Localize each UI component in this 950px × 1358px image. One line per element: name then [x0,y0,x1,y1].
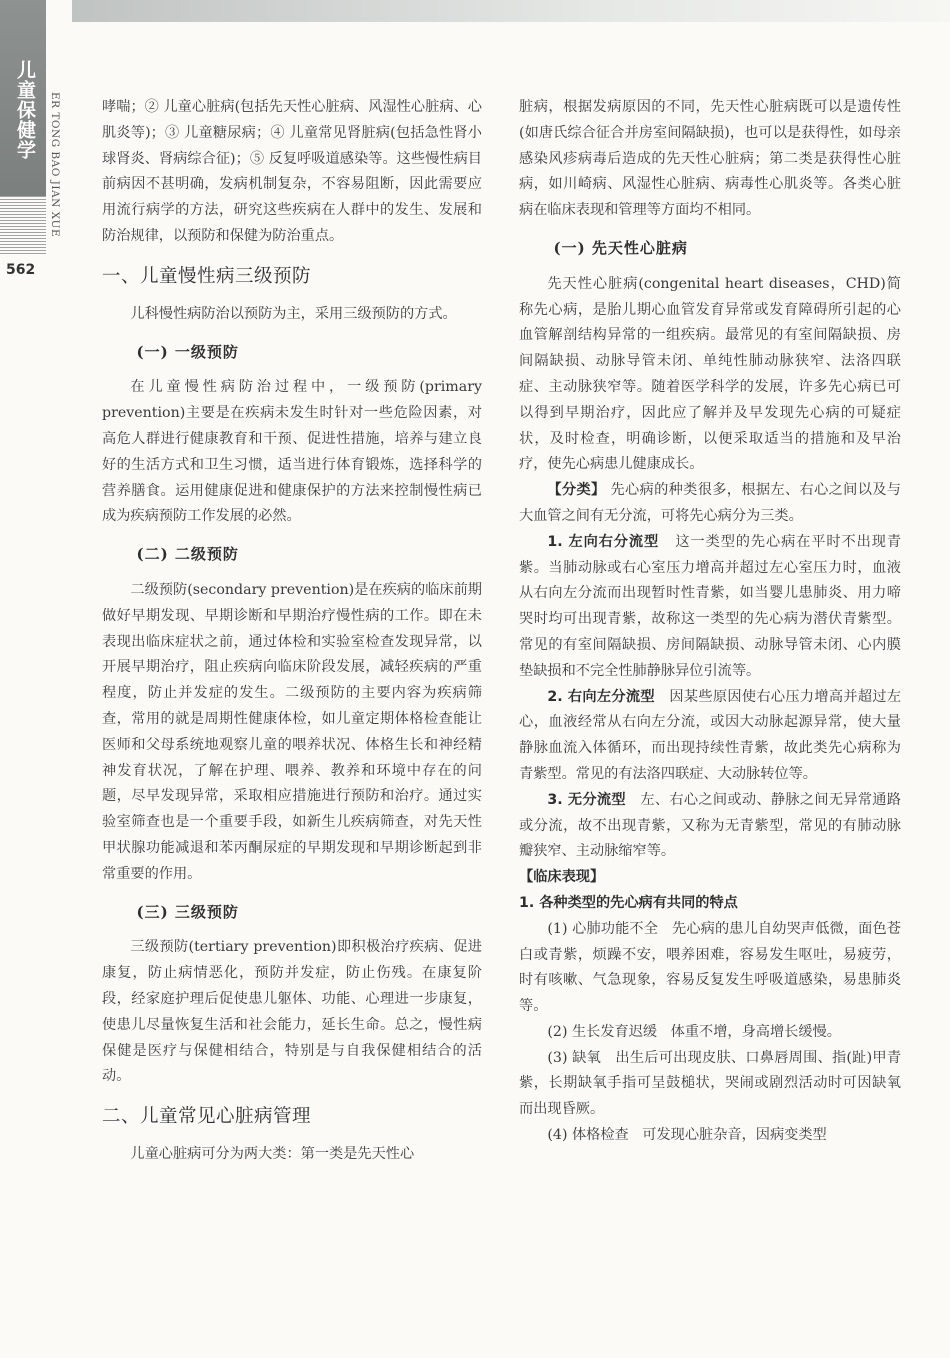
text: 体重不增，身高增长缓慢。 [670,1023,841,1040]
label: (3) 缺氧 [547,1049,602,1066]
paragraph-clinical [519,865,901,891]
paragraph-c1 [519,917,901,1020]
paragraph-continued: 脏病，根据发病原因的不同，先天性心脏病既可以是遗传性(如唐氏综合征合并房室间隔缺损)，也可以是获得性，如母亲感染风疹病毒后造成的先天性心脏病；第二类是获得性心脏病，如川崎病、风湿性心脏病、病毒性心肌炎等。各类心脏病在临床表现和管理等方面均不相同。 [519,99,901,219]
paragraph-c2 [519,1020,901,1046]
text: 这一类型的先心病在平时不出现青紫。当肺动脉或右心室压力增高并超过左心室压力时，血液从右向左分流而出现暂时性青紫，如当婴儿患肺炎、用力啼哭时均可出现青紫，故称这一类型的先心病为潜伏青紫型。常见的有室间隔缺损、房间隔缺损、动脉导管未闭、心内膜垫缺损和不完全性肺静脉异位引流等。 [519,533,902,679]
label-right-to-left: 2. 右向左分流型 [547,688,655,705]
left-column [102,95,482,1168]
page-number: 562 [6,262,36,278]
subheading-secondary-prevention: (二) 二级预防 [136,545,239,564]
subheading-primary-prevention: (一) 一级预防 [136,342,239,361]
text: 先心病的种类很多，根据左、右心之间以及与大血管之间有无分流，可将先心病分为三类。 [519,482,901,524]
right-column [519,95,901,1149]
subheading-common-features: 1. 各种类型的先心病有共同的特点 [519,894,738,911]
paragraph: 二级预防(secondary prevention)是在疾病的临床前期做好早期发现、早期诊断和早期治疗慢性病的工作。即在未表现出临床症状之前，通过体检和实验室检查发现异常，以开展早期治疗，阻止疾病向临床阶段发展，减轻疾病的严重程度，防止并发症的发生。二级预防的主要内容为疾病筛查，常用的就是周期性健康体检，如儿童定期体格检查能让医师和父母系统地观察儿童的喂养状况、体格生长和神经精神发育状况，了解在护理、喂养、教养和环境中存在的问题，尽早发现异常，采取相应措施进行预防和治疗。通过实验室筛查也是一个重要手段，如新生儿疾病筛查，对先天性甲状腺功能减退和苯丙酮尿症的早期发现和早期诊断起到非常重要的作用。 [102,581,482,882]
book-title-pinyin: ER TONG BAO JIAN XUE [49,92,61,238]
label-left-to-right: 1. 左向右分流型 [547,533,660,550]
section-heading-chronic-prevention: 一、儿童慢性病三级预防 [102,265,312,287]
text: 可发现心脏杂音，因病变类型 [642,1127,827,1144]
sidebar-stripes [0,196,46,254]
paragraph: 在儿童慢性病防治过程中，一级预防(primary prevention)主要是在疾病未发生时针对一些危险因素，对高危人群进行健康教育和干预、促进性措施，培养与建立良好的生活方式和卫生习惯，适当进行体育锻炼，选择科学的营养膳食。运用健康促进和健康保护的方法来控制慢性病已成为疾病预防工作发展的必然。 [102,379,482,525]
paragraph: 三级预防(tertiary prevention)即积极治疗疾病、促进康复，防止病情恶化，预防并发症，防止伤残。在康复阶段，经家庭护理后促使患儿躯体、功能、心理进一步康复，使患儿尽量恢复生活和社会能力，延长生命。总之，慢性病保健是医疗与保健相结合，特别是与自我保健相结合的活动。 [102,939,482,1085]
subheading-congenital-heart-disease: (一) 先天性心脏病 [553,238,688,257]
text: 先心病的患儿自幼哭声低微，面色苍白或青紫，烦躁不安，喂养困难，容易发生呕吐，易疲劳，时有咳嗽、气急现象，容易反复发生呼吸道感染，易患肺炎等。 [519,920,901,1015]
paragraph: 儿童心脏病可分为两大类：第一类是先天性心 [130,1146,415,1163]
paragraph-classification [519,478,901,530]
paragraph-c4 [519,1123,901,1149]
book-title: 儿童保健学 [14,60,36,160]
paragraph: 儿科慢性病防治以预防为主，采用三级预防的方式。 [130,305,457,322]
label: (2) 生长发育迟缓 [547,1023,658,1040]
paragraph-type-1 [519,530,901,685]
tag-clinical: 【临床表现】 [519,869,605,886]
tag-classification: 【分类】 [547,482,606,499]
sidebar-tab [0,0,46,196]
text: 因某些原因使右心压力增高并超过左心，血液经常从右向左分流，或因大动脉起源异常，使大量静脉血流入体循环，而出现持续性青紫，故此类先心病称为青紫型。常见的有法洛四联症、大动脉转位等。 [519,688,902,782]
paragraph-c3 [519,1046,901,1123]
paragraph-type-3 [519,788,901,865]
label: (1) 心肺功能不全 [547,920,659,937]
text: 出生后可出现皮肤、口鼻唇周围、指(趾)甲青紫，长期缺氧手指可呈鼓槌状，哭闹或剧烈活动时可因缺氧而出现昏厥。 [519,1049,902,1118]
paragraph-clinical-sub [519,891,901,917]
header-band [72,0,950,22]
subheading-tertiary-prevention: (三) 三级预防 [136,902,239,921]
label-no-shunt: 3. 无分流型 [547,791,626,808]
paragraph-intro: 哮喘；② 儿童心脏病(包括先天性心脏病、风湿性心脏病、心肌炎等)；③ 儿童糖尿病；④ 儿童常见肾脏病(包括急性肾小球肾炎、肾病综合征)；⑤ 反复呼吸道感染等。这些慢性病目前病因不甚明确，发病机制复杂，不容易阻断，因此需要应用流行病学的方法，研究这些疾病在人群中的发生、发展和防治规律，以预防和保健为防治重点。 [102,99,482,244]
paragraph: 先天性心脏病(congenital heart diseases，CHD)简称先心病，是胎儿期心血管发育异常或发育障碍所引起的心血管解剖结构异常的一组疾病。最常见的有室间隔缺损、房间隔缺损、动脉导管未闭、单纯性肺动脉狭窄、法洛四联症、主动脉狭窄等。随着医学科学的发展，许多先心病已可以得到早期治疗，因此应了解并及早发现先心病的可疑症状，及时检查，明确诊断，以便采取适当的措施和及早治疗，使先心病患儿健康成长。 [519,275,901,473]
paragraph-type-2 [519,685,901,788]
text: 左、右心之间或动、静脉之间无异常通路或分流，故不出现青紫，又称为无青紫型，常见的有肺动脉瓣狭窄、主动脉缩窄等。 [519,791,901,860]
section-heading-heart-disease: 二、儿童常见心脏病管理 [102,1106,312,1128]
label: (4) 体格检查 [547,1127,629,1144]
